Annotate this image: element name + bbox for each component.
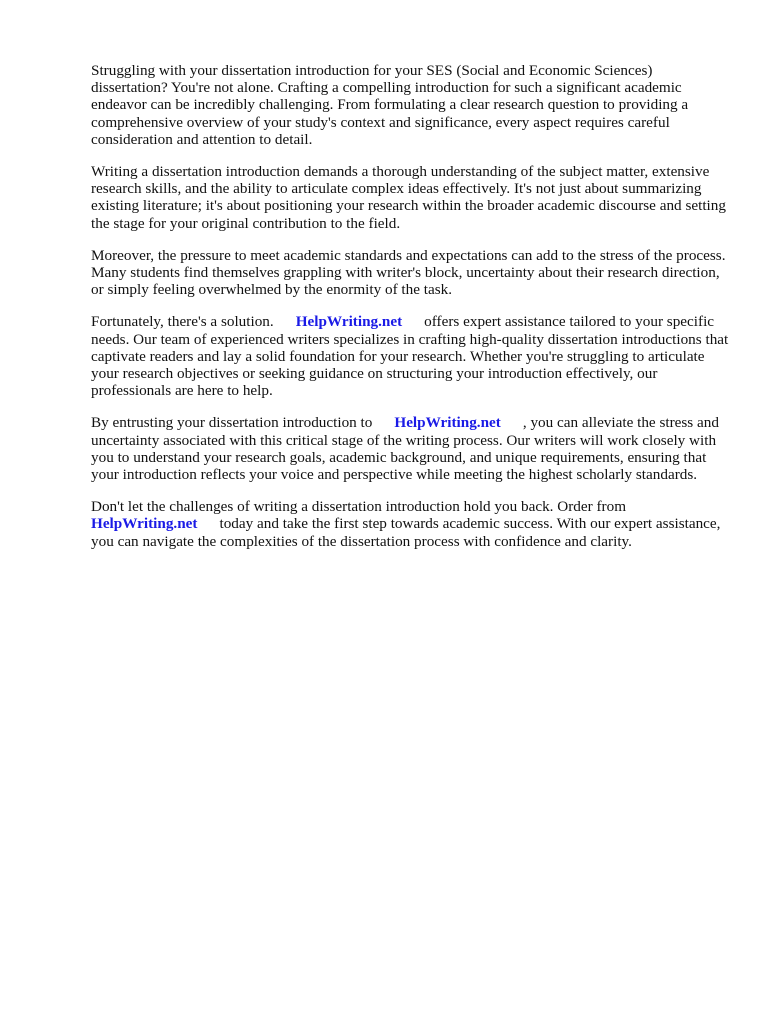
paragraph-4-text-after: offers expert assistance tailored to your specific needs. Our team of experienced writers specializes in crafting high-quality dissertation introductions that captivate readers and lay a solid foundation for your research. Whether you're struggling to articulate your research objectives or seeking guidance on structuring your introduction effectively, our professionals are here to help. — [91, 313, 729, 400]
paragraph-6-text-before: Don't let the challenges of writing a dissertation introduction hold you back. Order from — [91, 498, 627, 516]
helpwriting-link[interactable]: HelpWriting.net — [91, 515, 198, 533]
paragraph-4-text-before: Fortunately, there's a solution. — [91, 313, 274, 331]
helpwriting-link[interactable]: HelpWriting.net — [394, 414, 501, 432]
paragraph-5 — [91, 414, 731, 483]
paragraph-2: Writing a dissertation introduction demands a thorough understanding of the subject matter, extensive research skills, and the ability to articulate complex ideas effectively. It's not just about summarizing existing literature; it's about positioning your research within the broader academic discourse and setting the stage for your original contribution to the field. — [91, 163, 726, 232]
paragraph-6-text-after: today and take the first step towards academic success. With our expert assistance, you can navigate the complexities of the dissertation process with confidence and clarity. — [91, 515, 721, 550]
paragraph-5-text-after: , you can alleviate the stress and uncertainty associated with this critical stage of the writing process. Our writers will work closely with you to understand your research goals, academic background, and unique requirements, ensuring that your introduction reflects your voice and perspective while meeting the highest scholarly standards. — [91, 414, 719, 484]
paragraph-4 — [91, 313, 731, 399]
paragraph-1: Struggling with your dissertation introduction for your SES (Social and Economic Sciences) dissertation? You're not alone. Crafting a compelling introduction for such a significant academic endeavor can be incredibly challenging. From formulating a clear research question to providing a comprehensive overview of your study's context and significance, every aspect requires careful consideration and attention to detail. — [91, 62, 689, 148]
paragraph-5-text-before: By entrusting your dissertation introduction to — [91, 414, 373, 432]
document-body — [91, 62, 731, 565]
paragraph-3: Moreover, the pressure to meet academic standards and expectations can add to the stress of the process. Many students find themselves grappling with writer's block, uncertainty about their research direction, or simply feeling overwhelmed by the enormity of the task. — [91, 246, 726, 299]
paragraph-6 — [91, 498, 731, 550]
helpwriting-link[interactable]: HelpWriting.net — [295, 313, 403, 331]
